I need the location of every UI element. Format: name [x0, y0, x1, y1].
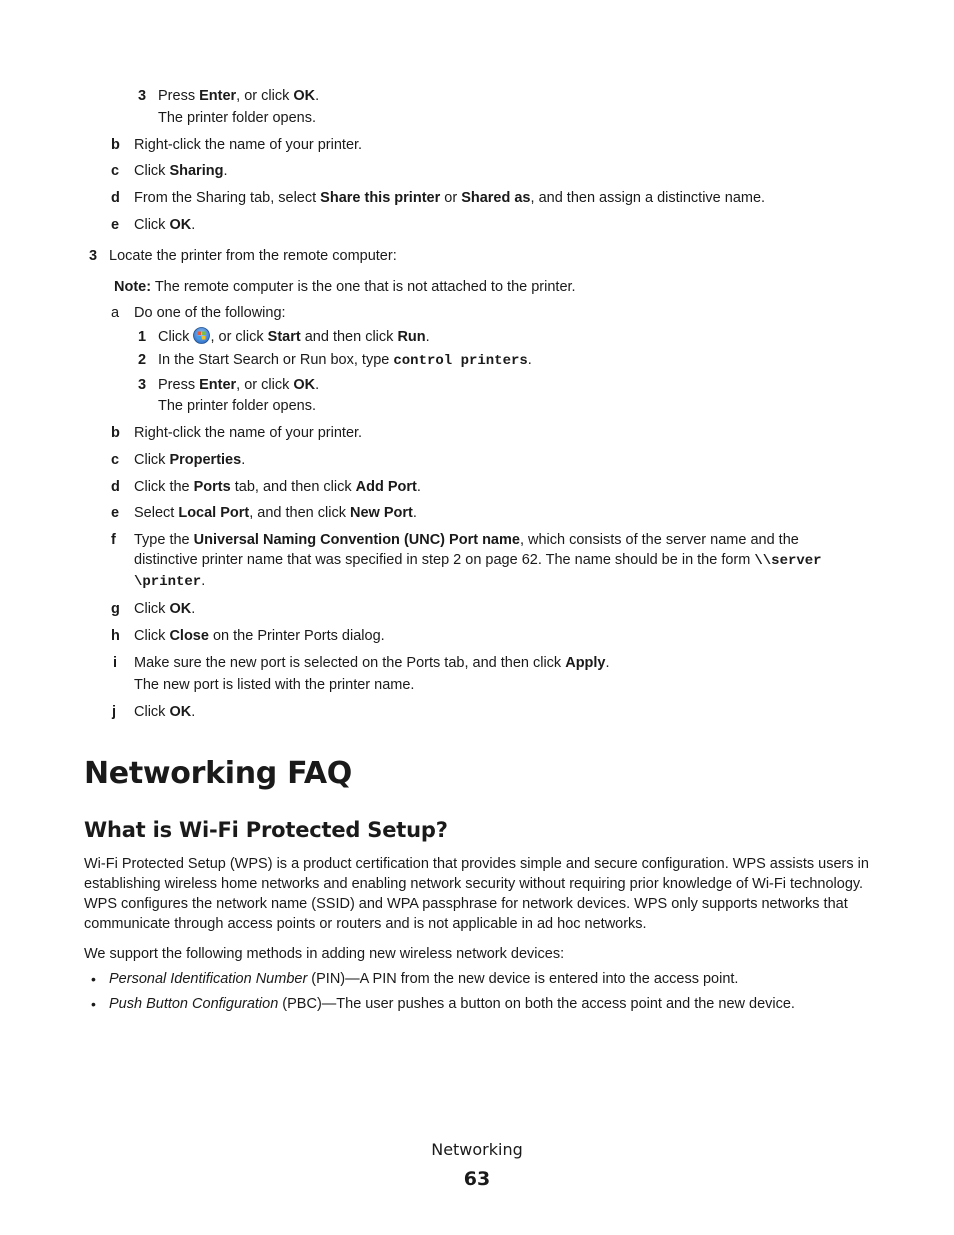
wps-paragraph: Wi-Fi Protected Setup (WPS) is a product certification that provides simple and secure configuration. WPS assists users in establishing wireless home networks and enabling network security without requiring prior knowledge of Wi-Fi technology. WPS configures the network name (SSID) and WPA passphrase for network devices. WPS only supports networks that communicate through access points or routers and is not applicable in ad hoc networks. — [84, 856, 869, 932]
step-letter: b — [111, 425, 120, 441]
step-letter: g — [111, 601, 120, 617]
step-text: Select Local Port, and then click New Port. — [134, 505, 417, 521]
step-letter: e — [111, 505, 120, 521]
step-text: Locate the printer from the remote computer: — [109, 248, 397, 264]
step-letter: d — [111, 190, 120, 206]
section-heading: Networking FAQ — [84, 756, 352, 791]
step-letter: d — [111, 479, 120, 495]
bullet-icon: • — [91, 971, 96, 987]
step-text: Click Sharing. — [134, 163, 228, 179]
step-letter: e — [111, 217, 120, 233]
step-text-cont: \printer. — [134, 573, 206, 590]
subsection-heading: What is Wi-Fi Protected Setup? — [84, 818, 448, 842]
step-text: In the Start Search or Run box, type control printers. — [158, 352, 532, 369]
step-number: 1 — [138, 329, 147, 345]
step-text: Click OK. — [134, 217, 196, 233]
step-number: 3 — [138, 88, 147, 104]
step-note: The new port is listed with the printer name. — [134, 677, 415, 693]
step-text: Click OK. — [134, 704, 196, 720]
footer-section-name: Networking — [431, 1140, 523, 1159]
step-letter: i — [113, 655, 118, 671]
step-text: Press Enter, or click OK. — [158, 377, 320, 393]
step-text: Click OK. — [134, 601, 196, 617]
step-letter: c — [111, 452, 120, 468]
list-item: Personal Identification Number (PIN)—A PIN from the new device is entered into the access point. — [109, 971, 739, 987]
note: Note: The remote computer is the one that is not attached to the printer. — [114, 279, 576, 295]
page-number: 63 — [463, 1168, 491, 1190]
step-text: Press Enter, or click OK. — [158, 88, 320, 104]
step-note: The printer folder opens. — [158, 110, 316, 126]
step-text: Right-click the name of your printer. — [134, 137, 363, 153]
step-text: From the Sharing tab, select Share this printer or Shared as, and then assign a distinctive name. — [134, 190, 766, 206]
step-number: 2 — [138, 352, 147, 368]
windows-start-orb-icon — [193, 327, 210, 344]
step-letter: h — [111, 628, 120, 644]
step-text: Click Properties. — [134, 452, 246, 468]
step-number: 3 — [138, 377, 147, 393]
step-letter: a — [111, 305, 120, 321]
step-text: Click the Ports tab, and then click Add Port. — [134, 479, 421, 495]
step-text-cont: distinctive printer name that was specified in step 2 on page 62. The name should be in the form \\server — [134, 552, 822, 569]
step-letter: f — [111, 532, 116, 548]
step-letter: b — [111, 137, 120, 153]
step-text: Click Close on the Printer Ports dialog. — [134, 628, 385, 644]
step-text: Make sure the new port is selected on the Ports tab, and then click Apply. — [134, 655, 610, 671]
step-note: The printer folder opens. — [158, 398, 316, 414]
step-text: Click , or click Start and then click Run. — [158, 329, 430, 345]
step-letter: j — [112, 704, 117, 720]
list-item: Push Button Configuration (PBC)—The user pushes a button on both the access point and the new device. — [109, 996, 795, 1012]
bullet-icon: • — [91, 996, 96, 1012]
methods-intro: We support the following methods in adding new wireless network devices: — [84, 946, 565, 962]
step-letter: c — [111, 163, 120, 179]
step-text: Do one of the following: — [134, 305, 286, 321]
step-text: Right-click the name of your printer. — [134, 425, 363, 441]
step-text: Type the Universal Naming Convention (UNC) Port name, which consists of the server name and the — [134, 532, 799, 548]
step-number: 3 — [89, 248, 98, 264]
